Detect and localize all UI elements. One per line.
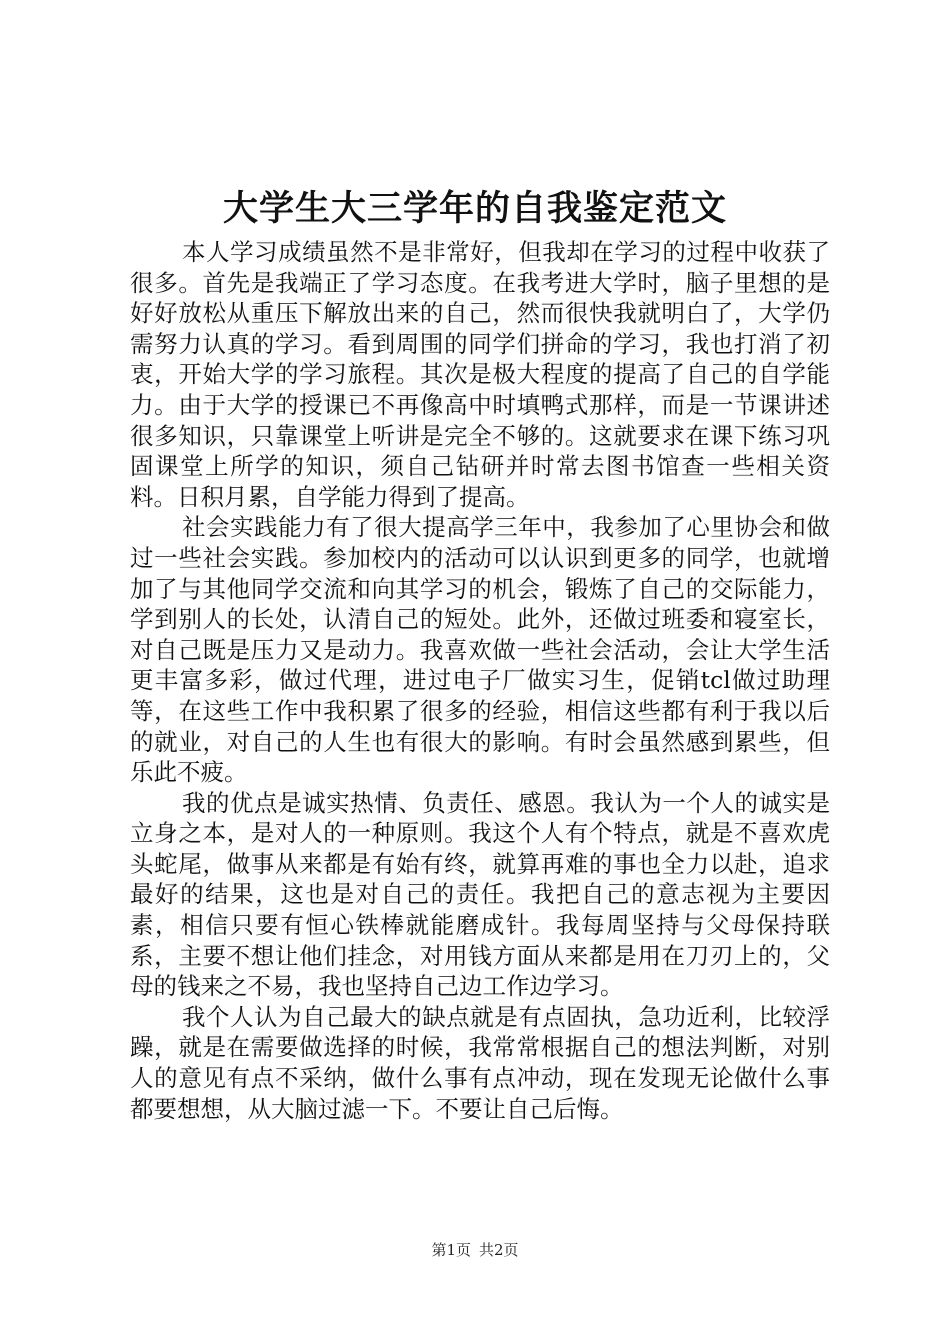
page-number: 第1页 [431, 1241, 471, 1259]
page-total: 共2页 [479, 1241, 519, 1259]
document-title: 大学生大三学年的自我鉴定范文 [222, 188, 727, 229]
paragraph-strengths: 我的优点是诚实热情、负责任、感恩。我认为一个人的诚实是立身之本，是对人的一种原则。我这个人有个特点，就是不喜欢虎头蛇尾，做事从来都是有始有终，就算再难的事也全力以赴，追求最好的结果，这也是对自己的责任。我把自己的意志视为主要因素，相信只要有恒心铁棒就能磨成针。我每周坚持与父母保持联系，主要不想让他们挂念，对用钱方面从来都是用在刀刃上的，父母的钱来之不易，我也坚持自己边工作边学习。 [130, 788, 830, 1001]
page-footer [0, 1240, 950, 1260]
paragraph-weaknesses: 我个人认为自己最大的缺点就是有点固执，急功近利，比较浮躁，就是在需要做选择的时候，我常常根据自己的想法判断，对别人的意见有点不采纳，做什么事有点冲动，现在发现无论做什么事都要想想，从大脑过滤一下。不要让自己后悔。 [130, 1002, 830, 1123]
paragraph-social-practice: 社会实践能力有了很大提高学三年中，我参加了心里协会和做过一些社会实践。参加校内的活动可以认识到更多的同学，也就增加了与其他同学交流和向其学习的机会，锻炼了自己的交际能力，学到别人的长处，认清自己的短处。此外，还做过班委和寝室长，对自己既是压力又是动力。我喜欢做一些社会活动，会让大学生活更丰富多彩，做过代理，进过电子厂做实习生，促销tcl做过助理等，在这些工作中我积累了很多的经验，相信这些都有利于我以后的就业，对自己的人生也有很大的影响。有时会虽然感到累些，但乐此不疲。 [130, 513, 830, 787]
document-body [130, 237, 830, 1124]
paragraph-study: 本人学习成绩虽然不是非常好，但我却在学习的过程中收获了很多。首先是我端正了学习态度。在我考进大学时，脑子里想的是好好放松从重压下解放出来的自己，然而很快我就明白了，大学仍需努力认真的学习。看到周围的同学们拼命的学习，我也打消了初衷，开始大学的学习旅程。其次是极大程度的提高了自己的自学能力。由于大学的授课已不再像高中时填鸭式那样，而是一节课讲述很多知识，只靠课堂上听讲是完全不够的。这就要求在课下练习巩固课堂上所学的知识，须自己钻研并时常去图书馆查一些相关资料。日积月累，自学能力得到了提高。 [130, 238, 830, 511]
